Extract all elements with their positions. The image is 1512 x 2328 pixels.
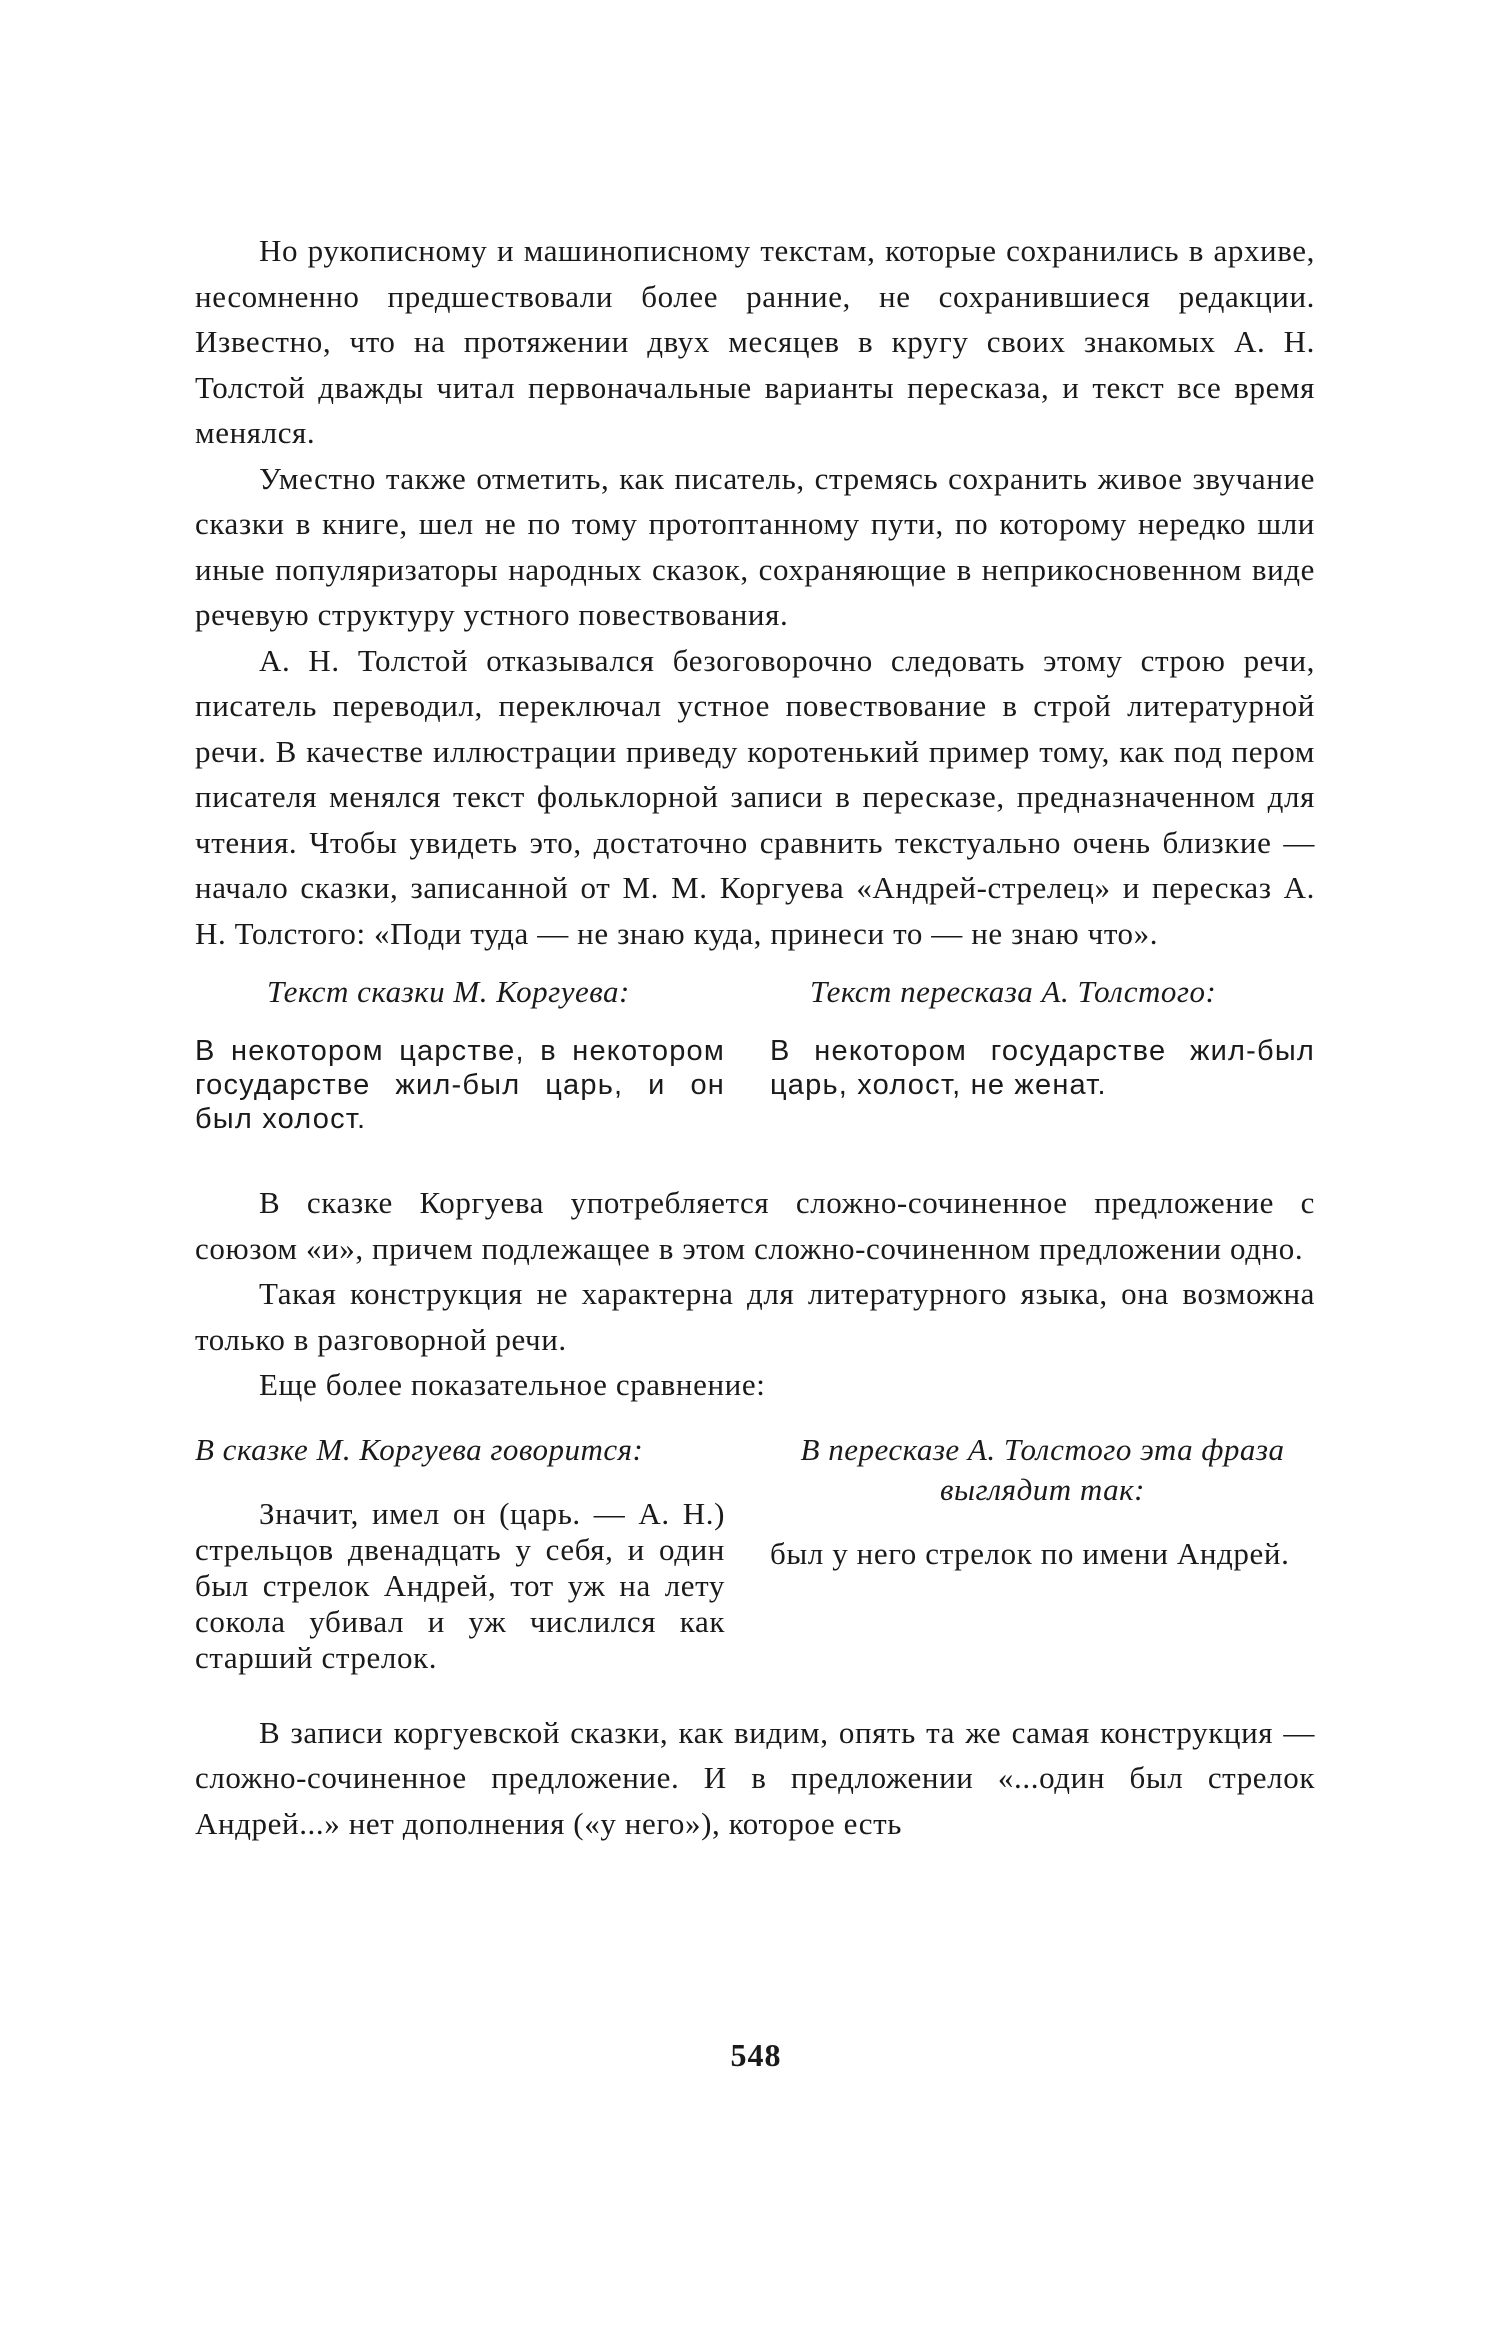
paragraph-1: Но рукописному и машинописному текстам, которые сохранились в архиве, несомненно предшествовали более ранние, не сохранившиеся редакции. Известно, что на протяжении двух месяцев в кругу своих знакомых А. Н. Толстой дважды читал первоначальные варианты пересказа, и текст все время менялся. (195, 233, 1315, 450)
paragraph-3: А. Н. Толстой отказывался безоговорочно следовать этому строю речи, писатель переводил, переключал устное повествование в строй литературной речи. В качестве иллюстрации приведу коротенький пример тому, как под пером писателя менялся текст фольклорной записи в пересказе, предназначенном для чтения. Чтобы увидеть это, достаточно сравнить текстуально очень близкие — начало сказки, записанной от М. М. Коргуева «Андрей-стрелец» и пересказ А. Н. Толстого: «Поди туда — не знаю куда, принеси то — не знаю что». (195, 642, 1315, 951)
comparison-1-right-heading: Текст пересказа А. Толстого: (810, 974, 1217, 1009)
comparison-2-left (195, 1430, 725, 1676)
paragraph-2: Уместно также отметить, как писатель, стремясь сохранить живое звучание сказки в книге, шел не по тому протоптанному пути, по которому нередко шли иные популяризаторы народных сказок, сохраняющие в неприкосновенном виде речевую структуру устного повествования. (195, 460, 1315, 632)
page-number: 548 (730, 2037, 782, 2073)
comparison-1-right-text: В некотором государстве жил-был царь, холост, не женат. (770, 1035, 1315, 1101)
paragraph-5: Такая конструкция не характерна для литературного языка, она возможна только в разговорной речи. (195, 1276, 1315, 1357)
comparison-1-left-heading: Текст сказки М. Коргуева: (267, 974, 630, 1009)
comparison-2-left-text: Значит, имел он (царь. — А. Н.) стрельцов двенадцать у себя, и один был стрелок Андрей, тот уж на лету сокола убивал и уж числился как старший стрелок. (195, 1495, 725, 1675)
paragraph-6: Еще более показательное сравнение: (259, 1367, 766, 1402)
comparison-2-right-heading: В пересказе А. Толстого эта фраза выглядит так: (800, 1431, 1285, 1507)
paragraph-4: В сказке Коргуева употребляется сложно-сочиненное предложение с союзом «и», причем подлежащее в этом сложно-сочиненном предложении одно. (195, 1185, 1315, 1266)
comparison-1-right (770, 972, 1315, 1136)
comparison-block-2 (195, 1430, 1315, 1676)
comparison-2-right-text: был у него стрелок по имени Андрей. (770, 1535, 1290, 1571)
comparison-2-right (770, 1430, 1315, 1676)
comparison-1-left (195, 972, 725, 1136)
comparison-1-left-text: В некотором царстве, в некотором государстве жил-был царь, и он был холост. (195, 1035, 725, 1135)
paragraph-7: В записи коргуевской сказки, как видим, опять та же самая конструкция — сложно-сочиненное предложение. И в предложении «...один был стрелок Андрей...» нет дополнения («у него»), которое есть (195, 1714, 1315, 1841)
comparison-block-1 (195, 972, 1315, 1136)
page-body (195, 228, 1315, 1846)
comparison-2-left-heading: В сказке М. Коргуева говорится: (195, 1431, 644, 1467)
